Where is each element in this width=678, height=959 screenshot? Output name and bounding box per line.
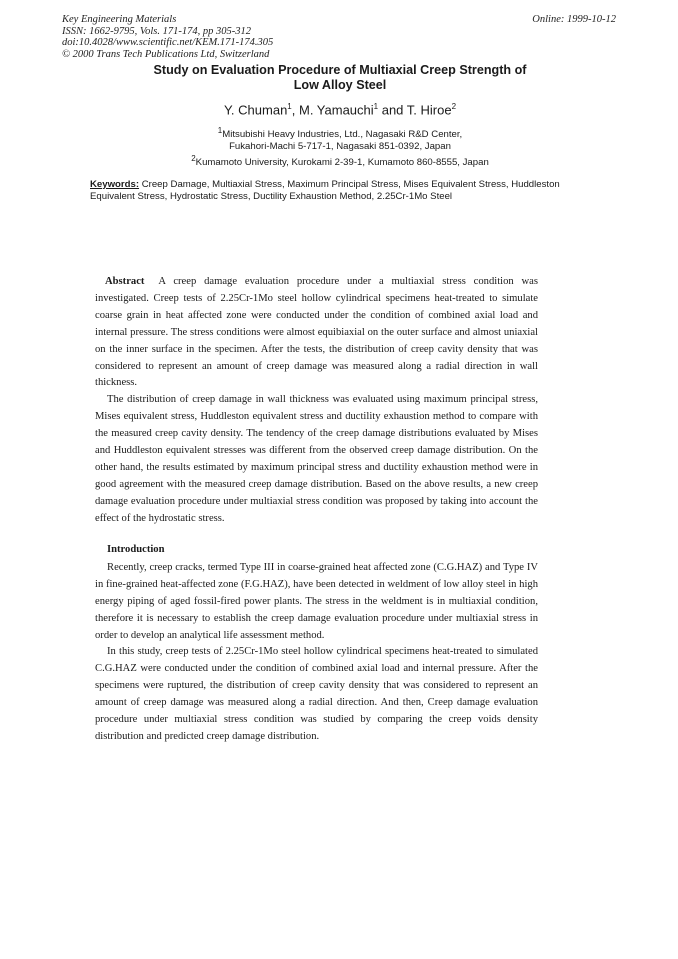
journal-copyright: © 2000 Trans Tech Publications Ltd, Switzerland	[62, 48, 270, 60]
introduction-paragraph-2: In this study, creep tests of 2.25Cr-1Mo steel hollow cylindrical specimens heat-treated to simulated C.G.HAZ were conducted under the condition of combined axial load and internal pressure. After the specimens were ruptured, the distribution of creep cavity density that was considered to represent an amount of creep damage was measured along a radial direction. And then, Creep damage evaluation procedure under multiaxial stress condition was studied by comparing the creep voids density distribution and predicted creep damage distribution.	[95, 646, 538, 742]
introduction-section	[95, 542, 538, 746]
journal-issn: ISSN: 1662-9795, Vols. 171-174, pp 305-312	[62, 25, 251, 37]
abstract-paragraph-1	[95, 274, 538, 392]
affiliation-mark: 2	[191, 154, 196, 163]
affiliation-2	[60, 153, 620, 169]
author-name: Y. Chuman	[223, 102, 288, 118]
abstract-paragraph-1-text: A creep damage evaluation procedure under a multiaxial stress condition was investigated. Creep tests of 2.25Cr-1Mo steel hollow cylindrical specimens heat-treated to simulate coarse grain in heat affected zone were conducted under the condition of combined axial load and internal pressure. The stress conditions were almost equibiaxial on the outer surface and almost uniaxial on the inner surface in the specimen. After the tests, the distribution of creep cavity density that was considered to represent an amount of creep damage was measured along a radial direction in wall thickness.	[95, 276, 538, 389]
journal-header	[62, 14, 273, 60]
title-line-2: Low Alloy Steel	[293, 78, 387, 92]
affiliation-mark: 1	[217, 126, 223, 135]
journal-doi: doi:10.4028/www.scientific.net/KEM.171-174.305	[62, 37, 274, 49]
journal-name: Key Engineering Materials	[62, 14, 177, 25]
affiliation-1-line-2: Fukahori-Machi 5-717-1, Nagasaki 851-0392, Japan	[229, 141, 451, 153]
author-separator: ,	[291, 102, 299, 118]
author-list	[60, 102, 620, 117]
affiliation-1	[60, 125, 620, 153]
abstract-paragraph-2: The distribution of creep damage in wall thickness was evaluated using maximum principal stress, Mises equivalent stress, Huddleston equivalent stress and ductility exhaustion method to compare with the measured creep cavity density. The tendency of the creep damage distributions evaluated by Mises and Huddleston equivalent stresses was different from the observed creep damage distribution. On the other hand, the results estimated by maximum principal stress and ductility exhaustion method were in good agreement with the measured creep damage distribution. Based on the above results, a new creep damage evaluation procedure under multiaxial stress condition was proposed by taking into account the effect of the hydrostatic stress.	[95, 394, 538, 524]
keywords	[90, 179, 560, 203]
author-affiliation-mark: 1	[373, 102, 379, 111]
keywords-label: Keywords:	[90, 179, 140, 190]
author-name: M. Yamauchi	[298, 102, 374, 118]
title-line-1: Study on Evaluation Procedure of Multiaxial Creep Strength of	[153, 63, 527, 77]
keywords-text: Creep Damage, Multiaxial Stress, Maximum Principal Stress, Mises Equivalent Stress, Huddleston Equivalent Stress, Hydrostatic Stress, Ductility Exhaustion Method, 2.25Cr-1Mo Steel	[90, 179, 560, 202]
author-affiliation-mark: 1	[287, 102, 292, 111]
author-affiliation-mark: 2	[451, 102, 457, 111]
introduction-heading: Introduction	[107, 544, 165, 555]
author-name: T. Hiroe	[406, 102, 452, 118]
affiliation-2-line-1: Kumamoto University, Kurokami 2-39-1, Kumamoto 860-8555, Japan	[195, 157, 489, 169]
online-date: Online: 1999-10-12	[532, 14, 616, 25]
abstract-section	[95, 274, 538, 528]
author-separator: and	[378, 102, 407, 118]
affiliation-1-line-1: Mitsubishi Heavy Industries, Ltd., Nagasaki R&D Center,	[222, 129, 463, 141]
introduction-paragraph-1: Recently, creep cracks, termed Type III in coarse-grained heat affected zone (C.G.HAZ) and Type IV in fine-grained heat-affected zone (F.G.HAZ), have been detected in weldment of low alloy steel in high energy piping of aged fossil-fired power plants. The stress in the weldment is in multiaxial condition, therefore it is necessary to establish the creep damage evaluation procedure under multiaxial stress in order to develop an analytical life assessment method.	[95, 561, 538, 641]
abstract-heading: Abstract	[105, 276, 145, 287]
paper-title	[60, 63, 620, 93]
